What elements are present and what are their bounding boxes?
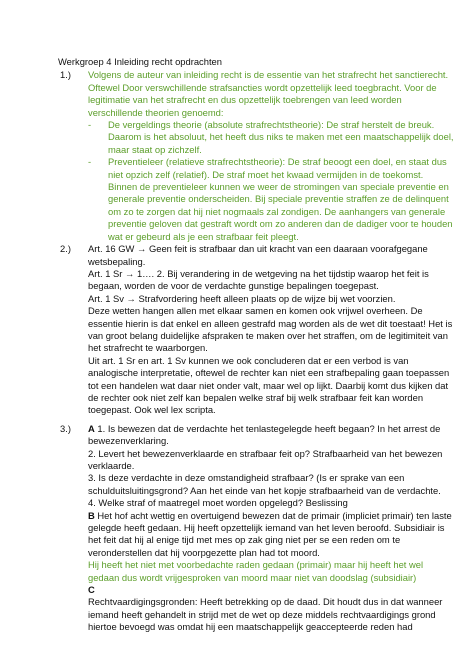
q2-article-sv: Art. 1 Sv → Strafvordering heeft alleen plaats op de wijze bij wet voorzien. <box>88 292 396 304</box>
question-1-number: 1.) <box>60 69 71 81</box>
q1-bullet-2 <box>88 156 454 243</box>
q1-bullet-2-text: Preventieleer (relatieve strafrechtstheorie): De straf beoogt een doel, en staat dus niet opzich zelf (relatief). De straf moet het kwaad vermijden in de toekomst. Binnen de preventieleer kunnen we weer de stromingen van speciale preventie en generale preventie onderscheiden. Bij speciale preventie straffen ze de delinquent om zo te zorgen dat hij niet nogmaals zal zondigen. De aanhangers van generale preventie geloven dat gestraft wordt om zo anderen dan de dadiger voor te houden wat er gebeurd als je een strafbaar feit pleegt. <box>108 156 453 242</box>
q3-part-c-label: C <box>88 584 95 596</box>
q3-part-a-label: A <box>88 422 95 434</box>
q3-b-green-text: Hij heeft het niet met voorbedachte raden gedaan (primair) maar hij heeft het wel gedaan dus wordt vrijgesproken van moord maar niet van doodslag (subsidiair) <box>88 559 424 583</box>
q2-paragraph-1: Deze wetten hangen allen met elkaar samen en komen ook vrijwel overheen. De essentie hierin is dat enkel en alleen gestrafd mag worden als de wet dit toestaat! Het is van groot belang duidelijke afspraken te maken over het straffen, om de legitimiteit van het strafrecht te waarborgen. <box>88 305 453 354</box>
bullet-dash: - <box>88 119 92 131</box>
question-3-answer <box>88 423 454 634</box>
q3-b-text: Het hof acht wettig en overtuigend bewezen dat de primair (impliciet primair) ten laste gelegde heeft gedaan. Hij heeft opzettelijk iemand van het leven beroofd. Subsidiair is het feit dat hij al enige tijd met mes op zak ging niet per se een reden om te veronderstellen dat hij voorpgezette plan had tot moord. <box>88 509 452 558</box>
q3-a-step-1: 1. Is bewezen dat de verdachte het tenlastegelegde heeft begaan? In het arrest de bewezenverklaring. <box>88 422 441 447</box>
question-1 <box>58 69 454 243</box>
q3-a-step-2: 2. Levert het bewezenverklaarde en strafbaar feit op? Strafbaarheid van het bewezen verklaarde. <box>88 447 443 471</box>
question-3 <box>58 423 454 634</box>
q1-intro: Volgens de auteur van inleiding recht is de essentie van het strafrecht het sanctierecht. Oftewel Door verswchillende strafsancties wordt opzettelijk leed toegbracht. Voor de legitimatie van het strafrecht en dus opzettelijk toebrengen van leed worden verschillende theorien genoemd: <box>88 69 449 118</box>
q3-a-step-4: 4. Welke straf of maatregel moet worden opgelegd? Beslissing <box>88 497 348 509</box>
q2-paragraph-2: Uit art. 1 Sr en art. 1 Sv kunnen we ook concluderen dat er een verbod is van analogische interpretatie, oftewel de rechter kan niet een strafbepaling gaan toepassen tot een handelen wat daar niet onder valt, maar wel op lijkt. Daarbij komt dus kijken dat de rechter ook niet zelf kan bepalen welke straf bij welk strafbaar feit kan worden toegepast. Ook wel lex scripta. <box>88 354 450 416</box>
q2-article-gw: Art. 16 GW → Geen feit is strafbaar dan uit kracht van een daaraan voorafgegane wetsbepaling. <box>88 243 428 267</box>
question-2-answer <box>88 243 454 417</box>
q1-bullet-1-text: De vergeldings theorie (absolute strafrechtstheorie): De straf herstelt de breuk. Daarom is het absoluut, het heeft dus niks te maken met een maatschappelijk doel, maar staat op zichzelf. <box>108 119 454 155</box>
q3-c-text: Rechtvaardigingsgronden: Heeft betrekking op de daad. Dit houdt dus in dat wanneer iemand heeft gehandelt in strijd met de wet op deze middels rechtvaardigings grond hiertoe bevoegd was omdat hij een maatschappelijk geaccepteerde reden had <box>88 596 443 633</box>
document-title: Werkgroep 4 Inleiding recht opdrachten <box>58 56 222 67</box>
q2-article-sr: Art. 1 Sr → 1…. 2. Bij verandering in de wetgeving na het tijdstip waarop het feit is begaan, worden de voor de verdachte gunstige bepalingen toegepast. <box>88 267 429 292</box>
question-2-number: 2.) <box>60 243 71 255</box>
q1-bullet-1 <box>88 119 454 156</box>
question-1-answer <box>88 69 454 243</box>
bullet-dash: - <box>88 156 92 168</box>
question-3-number: 3.) <box>60 422 71 434</box>
question-2 <box>58 243 454 417</box>
q3-a-step-3: 3. Is deze verdachte in deze omstandigheid strafbaar? (Is er sprake van een schulduitsluitingsgrond? Aan het einde van het kopje strafbaarheid van de verdachte. <box>88 472 441 496</box>
q3-part-b-label: B <box>88 509 95 521</box>
